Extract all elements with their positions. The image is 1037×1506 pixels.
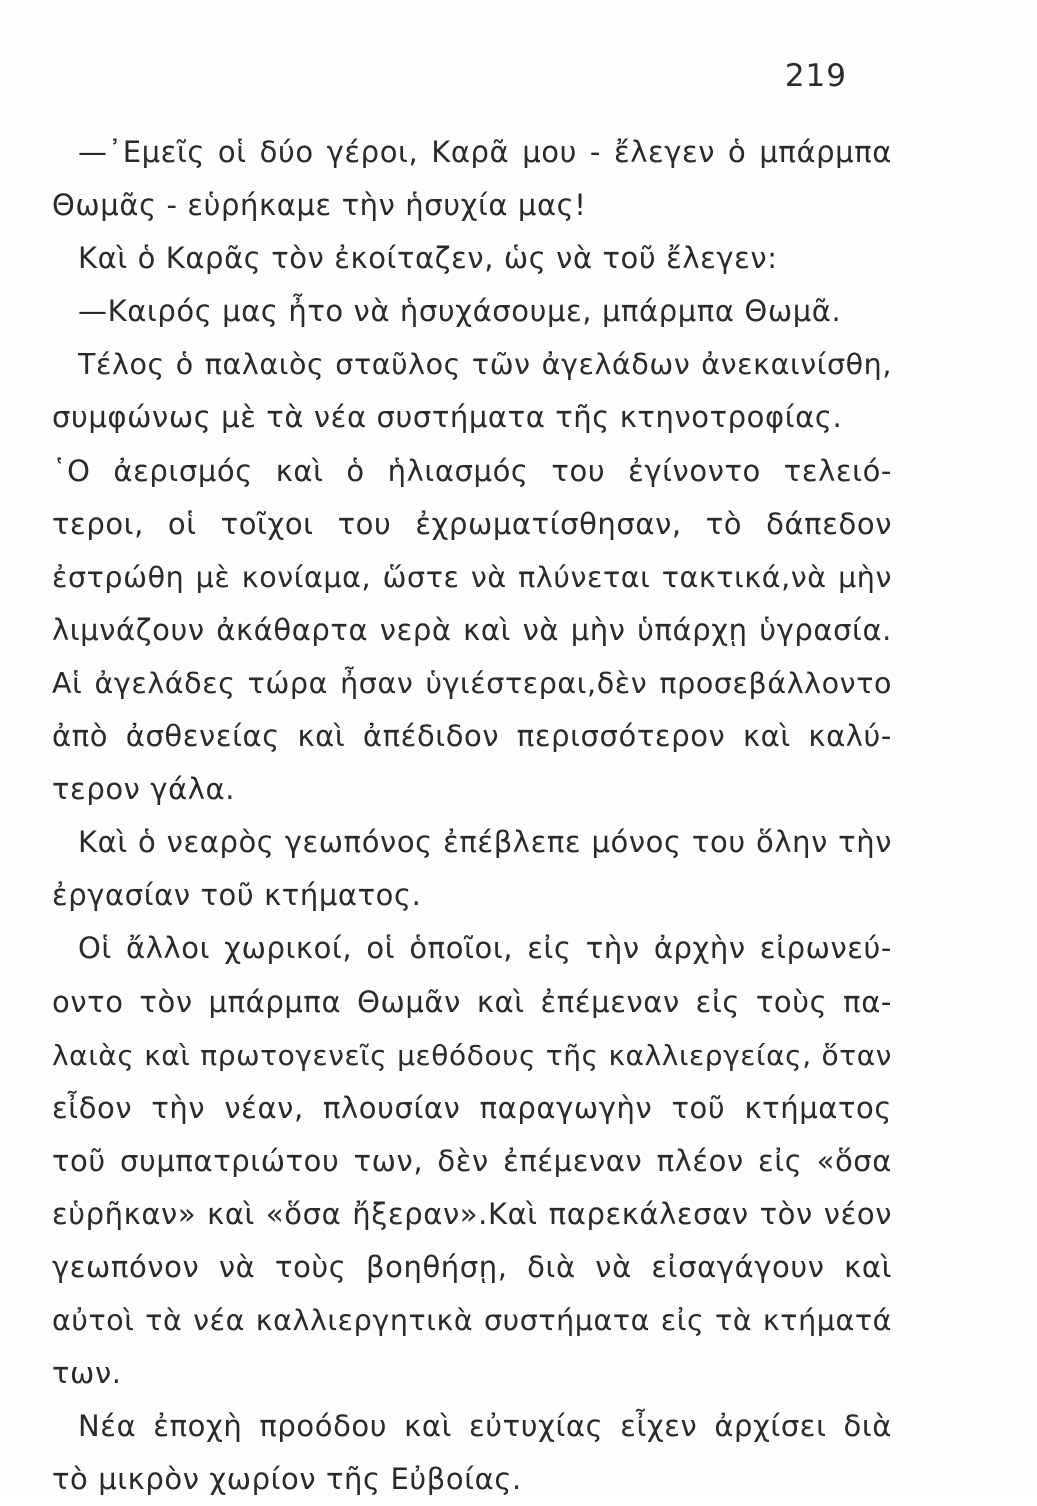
text-line: Τέλος ὁ παλαιὸς σταῦλος τῶν ἀγελάδων ἀνεκαινίσθη,: [78, 348, 892, 382]
text-line: τερον γάλα.: [52, 772, 236, 807]
text-line: Θωμᾶς - εὑρήκαμε τὴν ἡσυχία μας!: [52, 188, 587, 223]
text-line: οντο τὸν μπάρμπα Θωμᾶν καὶ ἐπέμεναν εἰς τοὺς πα-: [52, 984, 892, 1019]
page-number: 219: [784, 58, 847, 94]
text-line: Νέα ἐποχὴ προόδου καὶ εὐτυχίας εἶχεν ἀρχίσει διὰ: [78, 1409, 892, 1444]
text-line: ἐργασίαν τοῦ κτήματος.: [52, 878, 422, 913]
text-line: τὸ μικρὸν χωρίον τῆς Εὐβοίας.: [52, 1462, 522, 1497]
text-line: —᾿Εμεῖς οἱ δύο γέροι, Καρᾶ μου - ἔλεγεν ὁ μπάρμπα: [78, 135, 892, 169]
text-line: Καὶ ὁ Καρᾶς τὸν ἐκοίταζεν, ὡς νὰ τοῦ ἔλεγεν:: [78, 241, 778, 276]
text-line: ἀπὸ ἀσθενείας καὶ ἀπέδιδον περισσότερον καὶ καλύ-: [52, 719, 892, 754]
text-line: των.: [52, 1356, 122, 1391]
text-line: Αἱ ἀγελάδες τώρα ἦσαν ὑγιέστεραι,δὲν προσεβάλλοντο: [52, 666, 892, 700]
text-line: εἶδον τὴν νέαν, πλουσίαν παραγωγὴν τοῦ κτήματος: [52, 1090, 892, 1125]
text-line: τοῦ συμπατριώτου των, δὲν ἐπέμεναν πλέον εἰς «ὅσα: [52, 1143, 892, 1178]
text-line: —Καιρός μας ἦτο νὰ ἡσυχάσουμε, μπάρμπα Θωμᾶ.: [78, 294, 842, 329]
text-line: αὐτοὶ τὰ νέα καλλιεργητικὰ συστήματα εἰς τὰ κτήματά: [52, 1304, 892, 1338]
text-line: Οἱ ἄλλοι χωρικοί, οἱ ὁποῖοι, εἰς τὴν ἀρχὴν εἰρωνεύ-: [78, 931, 892, 966]
text-line: ῾Ο ἀερισμός καὶ ὁ ἡλιασμός του ἐγίνοντο τελειό-: [52, 453, 892, 488]
text-line: τεροι, οἱ τοῖχοι του ἐχρωματίσθησαν, τὸ δάπεδον: [52, 506, 892, 541]
text-line: λαιὰς καὶ πρωτογενεῖς μεθόδους τῆς καλλιεργείας, ὅταν: [52, 1038, 892, 1072]
text-line: γεωπόνον νὰ τοὺς βοηθήσῃ, διὰ νὰ εἰσαγάγουν καὶ: [52, 1249, 892, 1284]
body-text: [52, 126, 892, 1506]
text-line: λιμνάζουν ἀκάθαρτα νερὰ καὶ νὰ μὴν ὑπάρχῃ ὑγρασία.: [52, 612, 892, 647]
text-line: Καὶ ὁ νεαρὸς γεωπόνος ἐπέβλεπε μόνος του ὅλην τὴν: [78, 825, 892, 860]
text-line: συμφώνως μὲ τὰ νέα συστήματα τῆς κτηνοτροφίας.: [52, 400, 843, 435]
text-line: εὑρῆκαν» καὶ «ὅσα ἤξεραν».Καὶ παρεκάλεσαν τὸν νέον: [52, 1196, 892, 1231]
text-line: ἐστρώθη μὲ κονίαμα, ὥστε νὰ πλύνεται τακτικά,νὰ μὴν: [52, 560, 892, 594]
